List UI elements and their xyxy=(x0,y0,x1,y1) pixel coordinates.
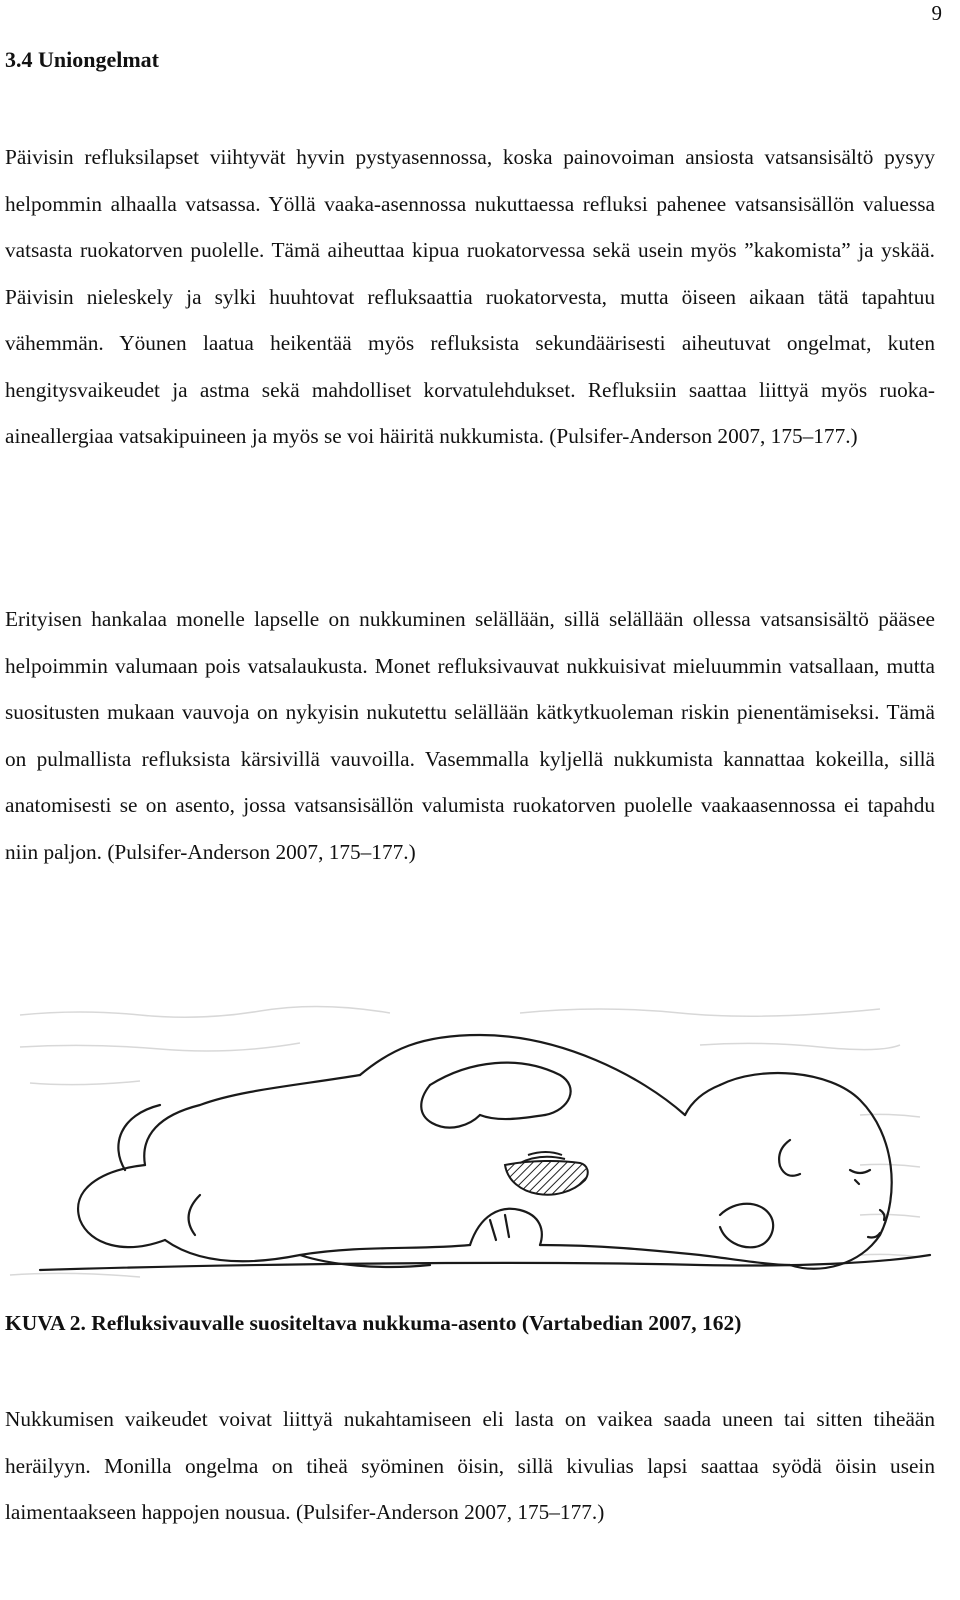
stomach-diagram xyxy=(505,1152,588,1195)
baby-outline xyxy=(40,1035,930,1270)
body-paragraph-3: Nukkumisen vaikeudet voivat liittyä nukahtamiseen eli lasta on vaikea saada uneen tai sitten tiheään heräilyyn. Monilla ongelma on tiheä syöminen öisin, sillä kivulias lapsi saattaa syödä öisin usein laimentaakseen happojen nousua. (Pulsifer-Anderson 2007, 175–177.) xyxy=(5,1407,935,1524)
body-paragraph-1: Päivisin refluksilapset viihtyvät hyvin pystyasennossa, koska painovoiman ansiosta vatsansisältö pysyy helpommin alhaalla vatsassa. Yöllä vaaka-asennossa nukuttaessa refluksi pahenee vatsansisällön valuessa vatsasta ruokatorven puolelle. Tämä aiheuttaa kipua ruokatorvessa sekä usein myös ”kakomista” ja yskää. Päivisin nieleskely ja sylki huuhtovat refluksaattia ruokatorvesta, mutta öiseen aikaan tätä tapahtuu vähemmän. Yöunen laatua heikentää myös refluksista sekundäärisesti aiheutuvat ongelmat, kuten hengitysvaikeudet ja astma sekä mahdolliset korvatulehdukset. Refluksiin saattaa liittyä myös ruoka-aineallergiaa vatsakipuineen ja myös se voi häiritä nukkumista. (Pulsifer-Anderson 2007, 175–177.) xyxy=(5,145,935,448)
figure-caption: KUVA 2. Refluksivauvalle suositeltava nukkuma-asento (Vartabedian 2007, 162) xyxy=(5,1311,742,1335)
page-number: 9 xyxy=(931,1,942,25)
baby-sleeping-drawing xyxy=(0,965,945,1295)
body-paragraph-2: Erityisen hankalaa monelle lapselle on nukkuminen selällään, sillä selällään ollessa vatsansisältö pääsee helpoimmin valumaan pois vatsalaukusta. Monet refluksivauvat nukkuisivat mieluummin vatsallaan, mutta suositusten mukaan vauvoja on nykyisin nukutettu selällään kätkytkuoleman riskin pienentämiseksi. Tämä on pulmallista refluksista kärsivillä vauvoilla. Vasemmalla kyljellä nukkumista kannattaa kokeilla, sillä anatomisesti se on asento, jossa vatsansisällön valumista ruokatorven puolelle vaakaasennossa ei tapahdu niin paljon. (Pulsifer-Anderson 2007, 175–177.) xyxy=(5,607,935,864)
section-heading: 3.4 Uniongelmat xyxy=(5,47,159,72)
baby-sleeping-illustration xyxy=(0,965,945,1295)
